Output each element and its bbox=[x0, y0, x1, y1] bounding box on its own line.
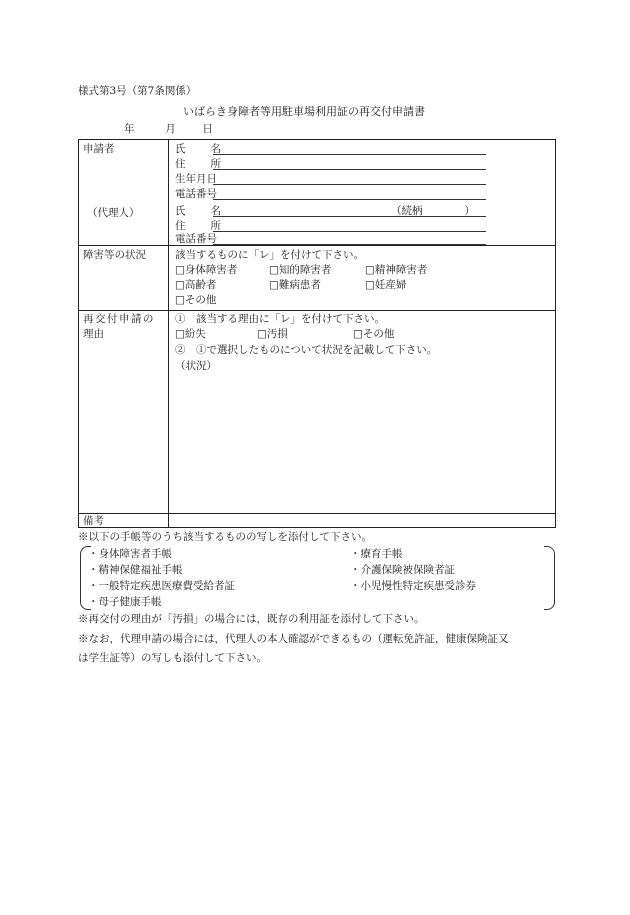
reason-situation-label: （状況） bbox=[175, 360, 217, 372]
applicant-phone-label: 電話番号 bbox=[175, 188, 217, 200]
checkbox-mental[interactable]: □精神障害者 bbox=[365, 264, 428, 276]
disability-label: 障害等の状況 bbox=[83, 249, 146, 261]
application-table bbox=[78, 139, 556, 528]
row-divider-2 bbox=[79, 310, 555, 311]
doc-item-mental: ・精神保健福祉手帳 bbox=[88, 564, 183, 576]
reason-step1: ① 該当する理由に「レ」を付けて下さい。 bbox=[175, 313, 385, 325]
damaged-note: ※再交付の理由が「汚損」の場合には，既存の利用証を添付して下さい。 bbox=[78, 613, 425, 625]
checkbox-pregnant[interactable]: □妊産婦 bbox=[365, 279, 407, 291]
proxy-phone-label: 電話番号 bbox=[175, 233, 217, 245]
doc-item-physical: ・身体障害者手帳 bbox=[88, 548, 172, 560]
doc-item-rehab: ・療育手帳 bbox=[350, 548, 403, 560]
applicant-name-label: 氏 名 bbox=[175, 143, 221, 155]
row-divider-3 bbox=[79, 513, 555, 514]
proxy-note-line1: ※なお，代理申請の場合には，代理人の本人確認ができるもの（運転免許証，健康保険証又 bbox=[78, 633, 509, 645]
proxy-label: （代理人） bbox=[87, 207, 140, 219]
checkbox-intellectual[interactable]: □知的障害者 bbox=[269, 264, 332, 276]
reason-situation-area[interactable] bbox=[171, 374, 551, 508]
checkbox-physical[interactable]: □身体障害者 bbox=[175, 264, 238, 276]
form-title: いばらき身障者等用駐車場利用証の再交付申請書 bbox=[183, 105, 425, 118]
applicant-birth-field[interactable] bbox=[213, 184, 486, 185]
attach-note: ※以下の手帳等のうち該当するものの写しを添付して下さい。 bbox=[78, 531, 372, 543]
date-day: 日 bbox=[202, 123, 213, 135]
applicant-label: 申請者 bbox=[83, 143, 115, 155]
doc-item-maternal: ・母子健康手帳 bbox=[88, 596, 162, 608]
form-number: 様式第3号（第7条関係） bbox=[78, 85, 197, 97]
date-month: 月 bbox=[165, 123, 176, 135]
checkbox-lost[interactable]: □紛失 bbox=[175, 328, 206, 340]
applicant-name-field[interactable] bbox=[213, 154, 486, 155]
applicant-address-label: 住 所 bbox=[175, 158, 221, 170]
doc-item-disease: ・一般特定疾患医療費受給者証 bbox=[88, 580, 235, 592]
applicant-birth-label: 生年月日 bbox=[175, 173, 217, 185]
proxy-name-label: 氏 名 bbox=[175, 205, 221, 217]
checkbox-other-reason[interactable]: □その他 bbox=[353, 328, 395, 340]
proxy-address-field[interactable] bbox=[213, 231, 486, 232]
row-divider-1 bbox=[79, 245, 555, 246]
right-bracket bbox=[544, 546, 555, 610]
checkbox-intractable-disease[interactable]: □難病患者 bbox=[269, 279, 321, 291]
proxy-name-field[interactable] bbox=[213, 216, 486, 217]
applicant-phone-field[interactable] bbox=[213, 199, 486, 200]
date-line bbox=[124, 124, 213, 135]
reason-label-line1: 再交付申請の bbox=[83, 313, 155, 325]
doc-item-child-chronic: ・小児慢性特定疾患受診券 bbox=[350, 580, 476, 592]
doc-item-care-insurance: ・介護保険被保険者証 bbox=[350, 564, 455, 576]
proxy-relation: （続柄 ） bbox=[391, 205, 475, 217]
date-year: 年 bbox=[124, 123, 135, 135]
proxy-phone-field[interactable] bbox=[213, 244, 486, 245]
remarks-label: 備考 bbox=[83, 515, 104, 527]
reason-label-line2: 理由 bbox=[83, 328, 104, 340]
remarks-field[interactable] bbox=[171, 515, 551, 527]
disability-instruction: 該当するものに「レ」を付けて下さい。 bbox=[175, 249, 364, 261]
column-divider bbox=[168, 140, 169, 527]
reason-step2: ② ①で選択したものについて状況を記載して下さい。 bbox=[175, 344, 438, 356]
proxy-note-line2: は学生証等）の写しも添付して下さい。 bbox=[78, 652, 267, 664]
applicant-address-field[interactable] bbox=[213, 169, 486, 170]
proxy-address-label: 住 所 bbox=[175, 220, 221, 232]
checkbox-elderly[interactable]: □高齢者 bbox=[175, 279, 217, 291]
checkbox-damaged[interactable]: □汚損 bbox=[257, 328, 288, 340]
checkbox-other-disability[interactable]: □その他 bbox=[175, 294, 217, 306]
